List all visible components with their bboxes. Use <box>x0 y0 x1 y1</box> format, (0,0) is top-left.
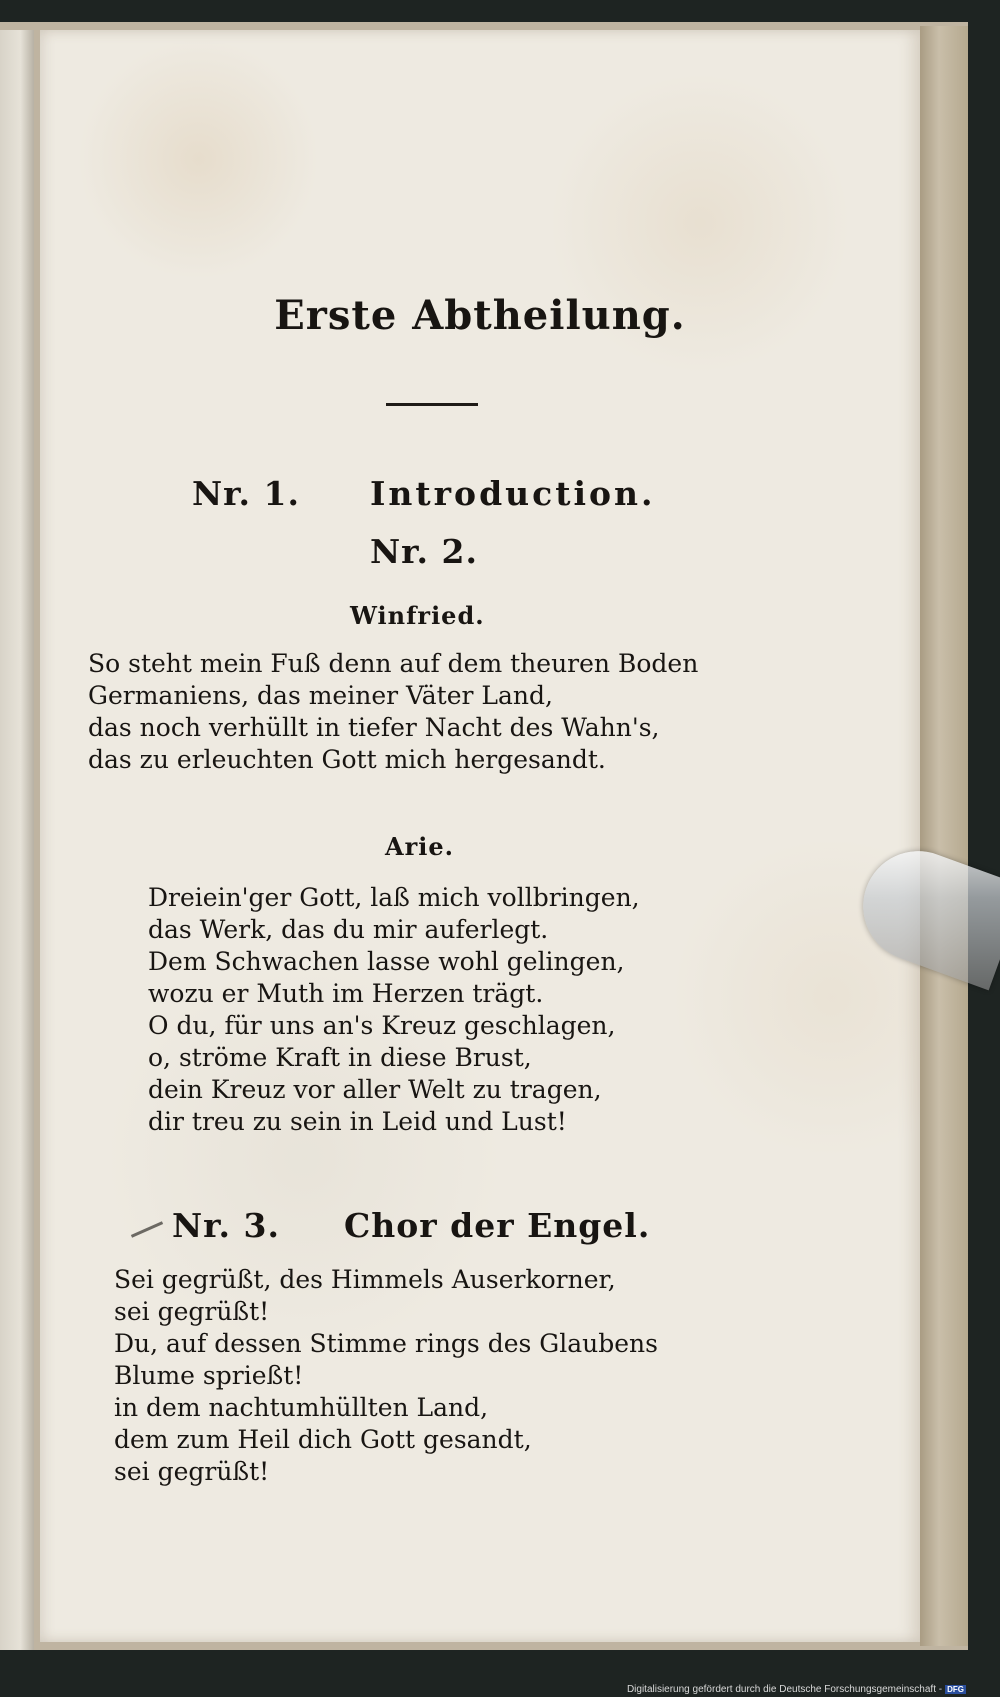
verse-line: das zu erleuchten Gott mich hergesandt. <box>88 745 606 774</box>
page-edge-shadow <box>920 26 968 1646</box>
section-3-chorus <box>114 1264 658 1488</box>
aria-heading: Arie. <box>385 832 455 861</box>
section-2-number: Nr. 2. <box>370 532 478 571</box>
verse-line: Dem Schwachen lasse wohl gelingen, <box>148 947 625 976</box>
verse-line: dein Kreuz vor aller Welt zu tragen, <box>148 1075 602 1104</box>
title-divider <box>386 403 478 406</box>
section-2-role: Winfried. <box>350 601 485 630</box>
credit-text: Digitalisierung gefördert durch die Deutsche Forschungsgemeinschaft - <box>626 1684 943 1695</box>
section-3-name: Chor der Engel. <box>344 1206 651 1245</box>
verse-line: dem zum Heil dich Gott gesandt, <box>114 1425 532 1454</box>
section-1-number: Nr. 1. <box>192 474 300 513</box>
verse-line: o, ströme Kraft in diese Brust, <box>148 1043 532 1072</box>
verse-line: Dreiein'ger Gott, laß mich vollbringen, <box>148 883 640 912</box>
verse-line: So steht mein Fuß denn auf dem theuren Boden <box>88 649 699 678</box>
section-1-name: Introduction. <box>370 474 656 513</box>
verse-line: in dem nachtumhüllten Land, <box>114 1393 489 1422</box>
verse-line: dir treu zu sein in Leid und Lust! <box>148 1107 567 1136</box>
page-title: Erste Abtheilung. <box>274 292 686 339</box>
verse-line: Blume sprießt! <box>114 1361 304 1390</box>
verse-line: Du, auf dessen Stimme rings des Glaubens <box>114 1329 658 1358</box>
section-3-number: Nr. 3. <box>172 1206 280 1245</box>
section-2-recitative <box>88 648 698 776</box>
digitization-credit <box>627 1684 966 1695</box>
facing-page-edge <box>0 30 34 1650</box>
verse-line: O du, für uns an's Kreuz geschlagen, <box>148 1011 616 1040</box>
verse-line: Germaniens, das meiner Väter Land, <box>88 681 553 710</box>
dfg-logo: DFG <box>947 1684 964 1694</box>
verse-line: sei gegrüßt! <box>114 1297 270 1326</box>
verse-line: wozu er Muth im Herzen trägt. <box>148 979 544 1008</box>
verse-line: das noch verhüllt in tiefer Nacht des Wahn's, <box>88 713 660 742</box>
verse-line: das Werk, das du mir auferlegt. <box>148 915 549 944</box>
verse-line: sei gegrüßt! <box>114 1457 270 1486</box>
verse-line: Sei gegrüßt, des Himmels Auserkorner, <box>114 1265 616 1294</box>
aria-verse <box>148 882 640 1138</box>
